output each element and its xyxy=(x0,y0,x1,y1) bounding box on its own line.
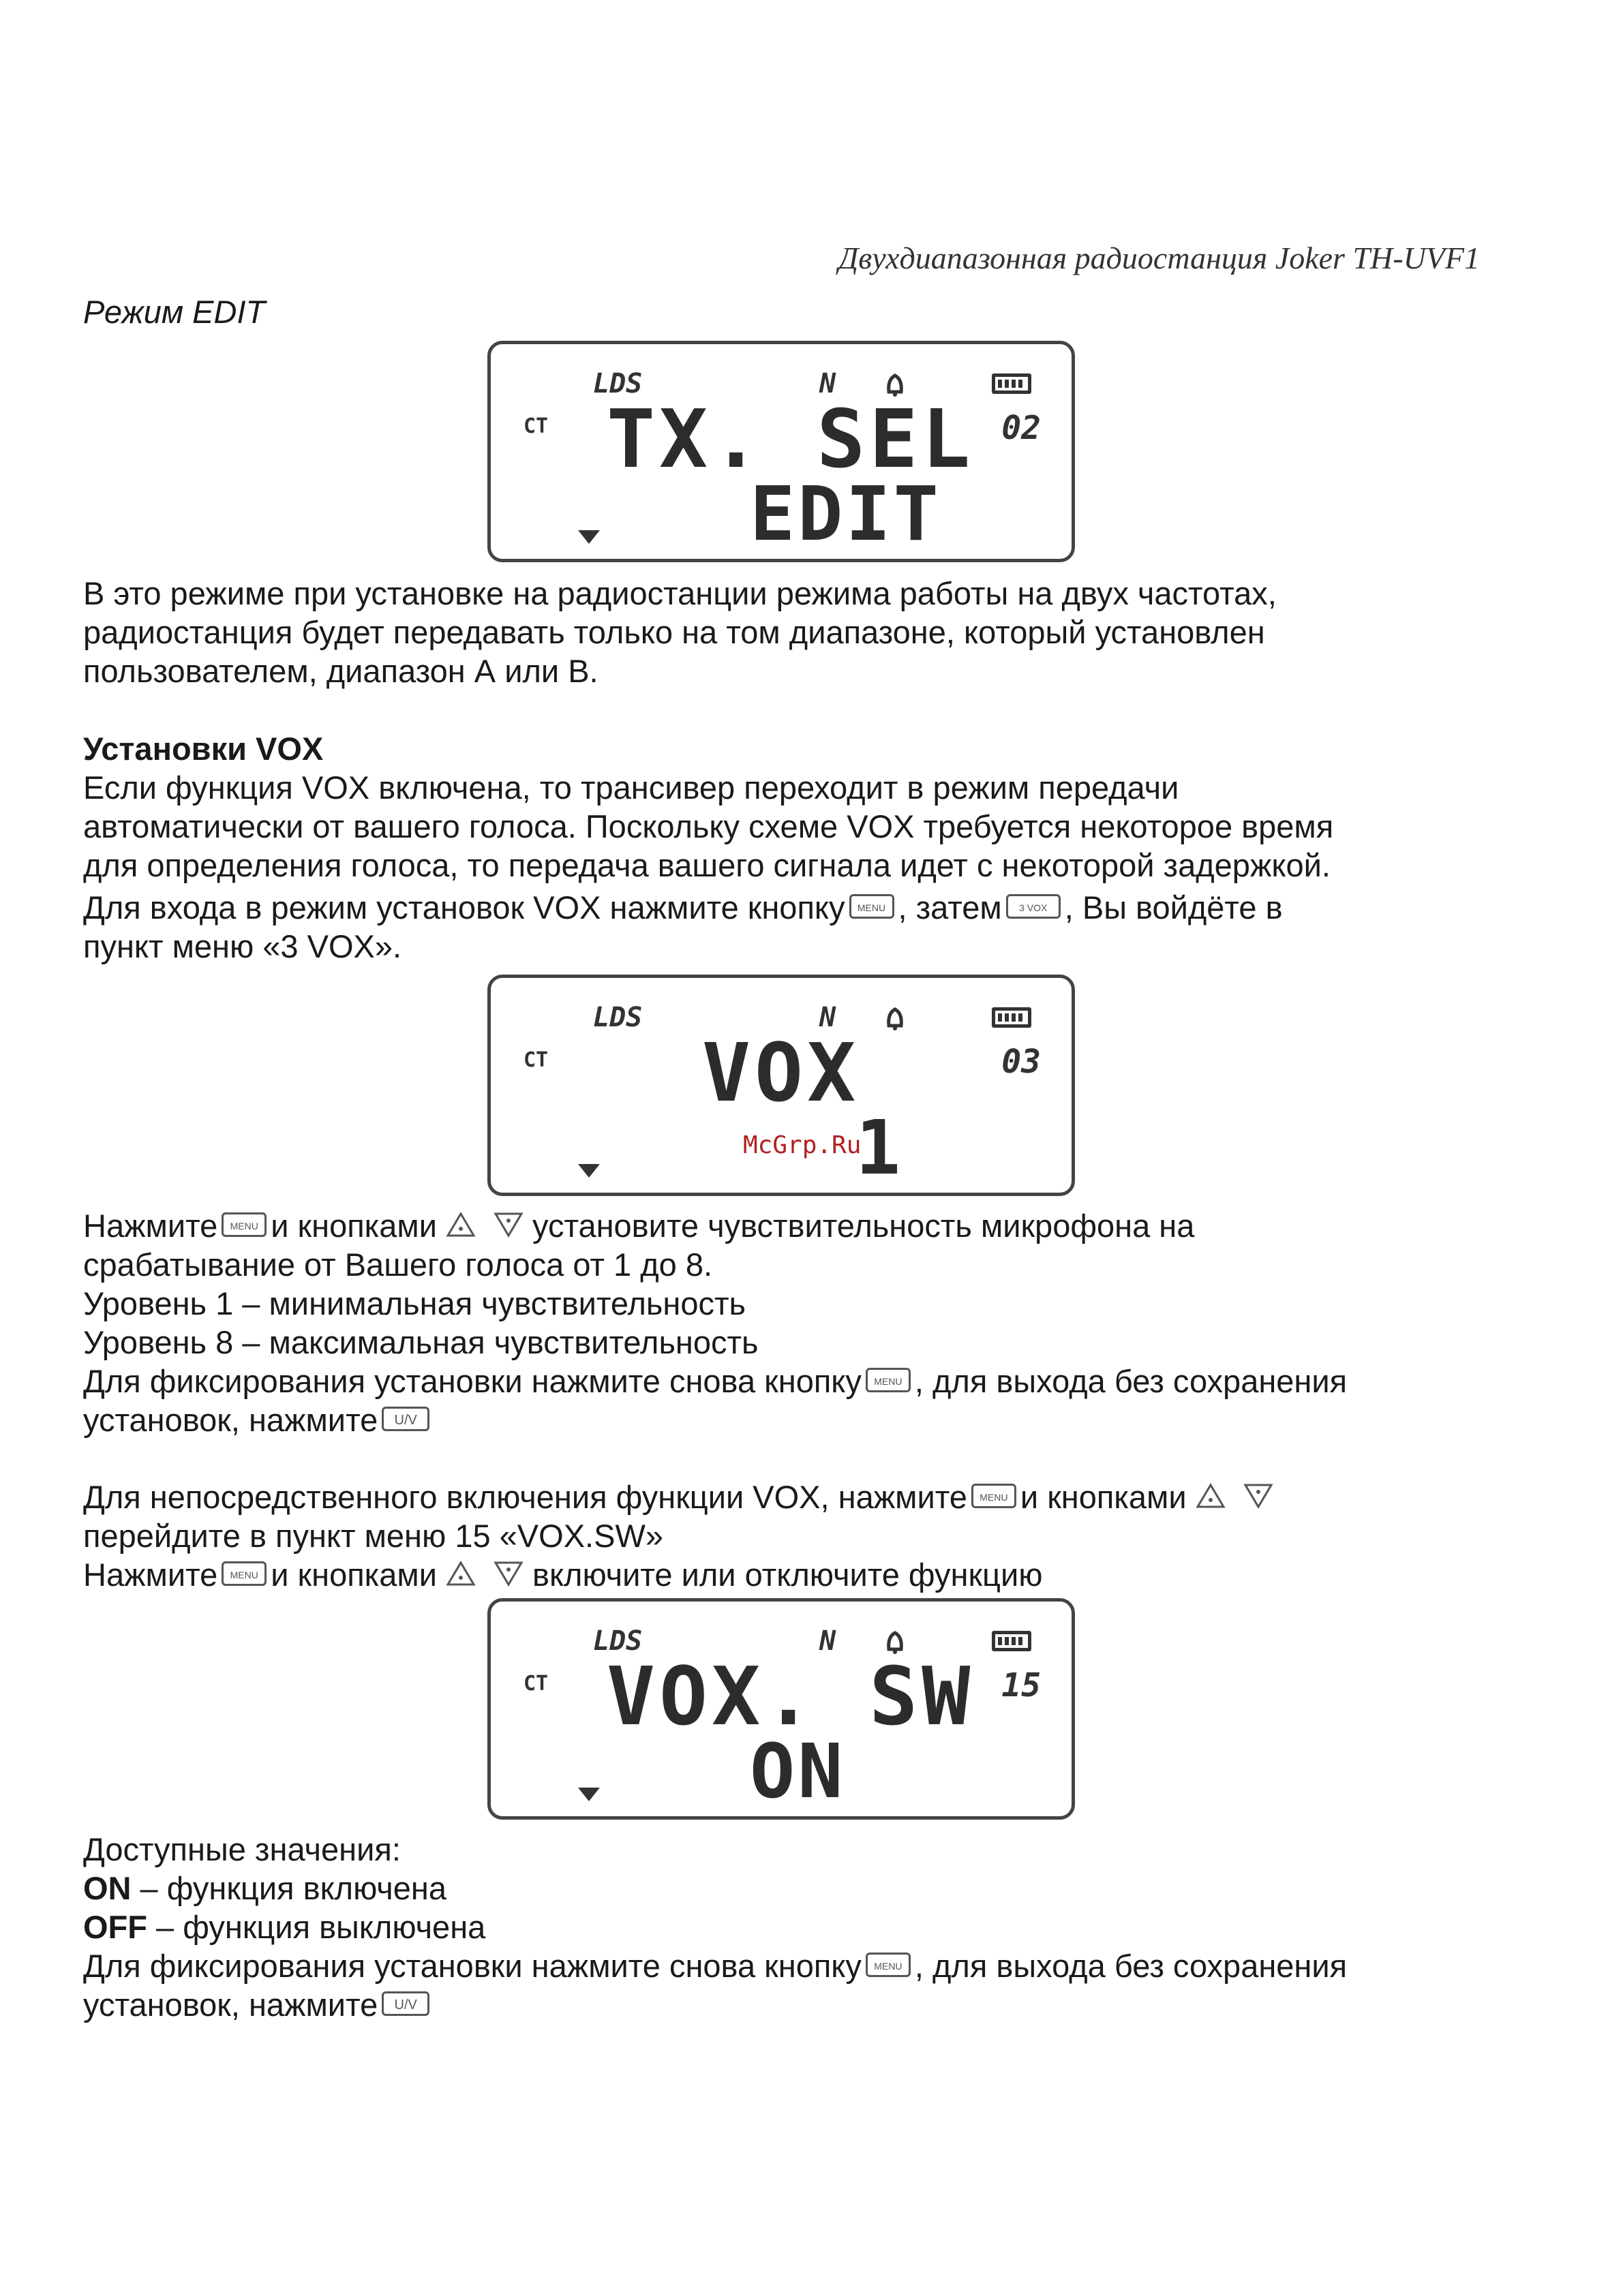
lcd-lds-indicator: LDS xyxy=(593,1625,643,1657)
down-arrow-key-icon xyxy=(493,1211,524,1238)
lcd-main-text: VOX. SW xyxy=(607,1649,975,1743)
paragraph-line: OFF – функция выключена xyxy=(83,1909,486,1945)
paragraph-line: Для фиксирования установки нажмите снова кнопку MENU , для выхода без сохранения xyxy=(83,1948,1348,1984)
battery-icon xyxy=(992,1007,1031,1028)
lcd-ct-indicator: CT xyxy=(524,1048,549,1072)
battery-icon xyxy=(992,373,1031,394)
paragraph-line: перейдите в пункт меню 15 «VOX.SW» xyxy=(83,1518,663,1554)
lcd-lds-indicator: LDS xyxy=(593,1002,643,1033)
up-arrow-key-icon xyxy=(445,1211,476,1238)
paragraph-line: ON – функция включена xyxy=(83,1870,447,1906)
paragraph-line: Нажмите MENU и кнопками включите или отключите функцию xyxy=(83,1557,1043,1593)
bell-icon xyxy=(885,1005,905,1031)
vox3-key-icon: 3 VOX xyxy=(1006,894,1061,919)
lcd-down-arrow-icon xyxy=(578,1164,600,1178)
paragraph-line: Для входа в режим установок VOX нажмите кнопку MENU , затем 3 VOX , Вы войдёте в xyxy=(83,889,1283,925)
menu-key-icon: MENU xyxy=(222,1212,267,1237)
lcd-main-text: VOX xyxy=(702,1026,860,1120)
lcd-lds-indicator: LDS xyxy=(593,368,643,399)
lcd-sub-text: EDIT xyxy=(750,470,941,557)
lcd-menu-number: 15 xyxy=(1001,1666,1041,1704)
paragraph-line: Доступные значения: xyxy=(83,1831,401,1867)
lcd-menu-number: 03 xyxy=(1001,1043,1041,1081)
paragraph-line: радиостанция будет передавать только на том диапазоне, который установлен xyxy=(83,614,1265,650)
lcd-sub-text: 1 xyxy=(855,1104,904,1191)
menu-key-icon: MENU xyxy=(971,1484,1016,1508)
paragraph-line: Если функция VOX включена, то трансивер переходит в режим передачи xyxy=(83,769,1179,806)
uv-key-icon: U/V xyxy=(382,1407,429,1431)
paragraph-line: Уровень 8 – максимальная чувствительность xyxy=(83,1324,759,1360)
down-arrow-key-icon xyxy=(493,1560,524,1587)
down-arrow-key-icon xyxy=(1243,1482,1274,1510)
paragraph-line: срабатывание от Вашего голоса от 1 до 8. xyxy=(83,1246,713,1283)
section-title-vox: Установки VOX xyxy=(83,731,324,767)
section-title-edit: Режим EDIT xyxy=(83,294,266,330)
lcd-display-vox-sw xyxy=(487,1598,1075,1820)
paragraph-line: установок, нажмите U/V xyxy=(83,1400,434,1439)
lcd-n-indicator: N xyxy=(819,1625,836,1657)
lcd-down-arrow-icon xyxy=(578,1788,600,1801)
lcd-display-tx-sel xyxy=(487,341,1075,562)
lcd-ct-indicator: CT xyxy=(524,414,549,438)
menu-key-icon: MENU xyxy=(866,1953,911,1977)
lcd-sub-text: ON xyxy=(750,1728,846,1815)
document-header: Двухдиапазонная радиостанция Joker TH-UVF1 xyxy=(838,241,1480,275)
lcd-main-text: TX. SEL xyxy=(607,392,975,486)
lcd-display-vox xyxy=(487,975,1075,1196)
battery-icon xyxy=(992,1631,1031,1651)
up-arrow-key-icon xyxy=(445,1560,476,1587)
lcd-n-indicator: N xyxy=(819,1002,836,1033)
paragraph-line: Нажмите MENU и кнопками установите чувствительность микрофона на xyxy=(83,1208,1195,1244)
watermark: McGrp.Ru xyxy=(743,1131,862,1159)
menu-key-icon: MENU xyxy=(222,1561,267,1586)
paragraph-line: пункт меню «3 VOX». xyxy=(83,928,402,964)
uv-key-icon: U/V xyxy=(382,1991,429,2016)
lcd-menu-number: 02 xyxy=(1001,409,1041,447)
paragraph-line: установок, нажмите U/V xyxy=(83,1985,434,2024)
paragraph-line: для определения голоса, то передача вашего сигнала идет с некоторой задержкой. xyxy=(83,847,1331,883)
paragraph-line: автоматически от вашего голоса. Поскольку схеме VOX требуется некоторое время xyxy=(83,808,1334,844)
paragraph-line: Для фиксирования установки нажмите снова кнопку MENU , для выхода без сохранения xyxy=(83,1363,1348,1399)
paragraph-line: В это режиме при установке на радиостанции режима работы на двух частотах, xyxy=(83,575,1277,611)
lcd-n-indicator: N xyxy=(819,368,836,399)
paragraph-line: пользователем, диапазон А или В. xyxy=(83,653,598,689)
lcd-ct-indicator: CT xyxy=(524,1672,549,1696)
menu-key-icon: MENU xyxy=(866,1368,911,1392)
up-arrow-key-icon xyxy=(1195,1482,1226,1510)
lcd-down-arrow-icon xyxy=(578,530,600,544)
paragraph-line: Уровень 1 – минимальная чувствительность xyxy=(83,1285,746,1321)
menu-key-icon: MENU xyxy=(849,894,894,919)
paragraph-line: Для непосредственного включения функции VOX, нажмите MENU и кнопками xyxy=(83,1478,1282,1516)
